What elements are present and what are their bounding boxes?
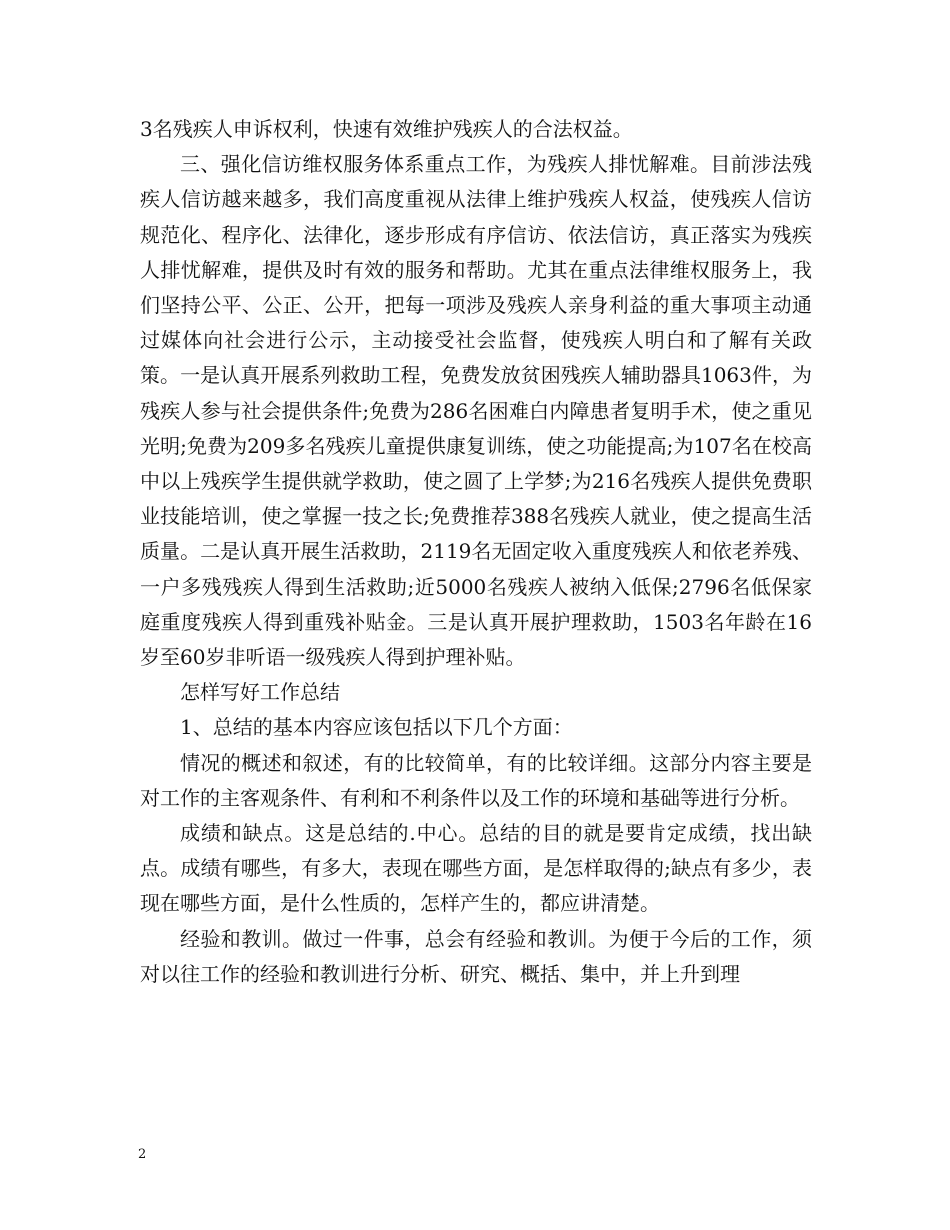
page-number: 2 (138, 1147, 147, 1162)
paragraph-6: 成绩和缺点。这是总结的.中心。总结的目的就是要肯定成绩，找出缺点。成绩有哪些，有多大，表现在哪些方面，是怎样取得的;缺点有多少，表现在哪些方面，是什么性质的，怎样产生的，都应讲清楚。 (140, 821, 812, 916)
section-heading: 怎样写好工作总结 (180, 680, 340, 705)
paragraph-1: 3名残疾人申诉权利，快速有效维护残疾人的合法权益。 (140, 117, 633, 141)
paragraph-4: 1、总结的基本内容应该包括以下几个方面： (180, 715, 573, 740)
paragraph-7: 经验和教训。做过一件事，总会有经验和教训。为便于今后的工作，须对以往工作的经验和教训进行分析、研究、概括、集中，并上升到理 (140, 926, 812, 986)
paragraph-2: 三、强化信访维权服务体系重点工作，为残疾人排忧解难。目前涉法残疾人信访越来越多，我们高度重视从法律上维护残疾人权益，使残疾人信访规范化、程序化、法律化，逐步形成有序信访、依法信访，真正落实为残疾人排忧解难，提供及时有效的服务和帮助。尤其在重点法律维权服务上，我们坚持公平、公正、公开，把每一项涉及残疾人亲身利益的重大事项主动通过媒体向社会进行公示，主动接受社会监督，使残疾人明白和了解有关政策。一是认真开展系列救助工程，免费发放贫困残疾人辅助器具1063件，为残疾人参与社会提供条件;免费为286名困难白内障患者复明手术，使之重见光明;免费为209多名残疾儿童提供康复训练，使之功能提高;为107名在校高中以上残疾学生提供就学救助，使之圆了上学梦;为216名残疾人提供免费职业技能培训，使之掌握一技之长;免费推荐388名残疾人就业，使之提高生活质量。二是认真开展生活救助，2119名无固定收入重度残疾人和依老养残、一户多残残疾人得到生活救助;近5000名残疾人被纳入低保;2796名低保家庭重度残疾人得到重残补贴金。三是认真开展护理救助，1503名年龄在16岁至60岁非听语一级残疾人得到护理补贴。 (140, 152, 812, 670)
document-body (140, 112, 812, 992)
paragraph-5: 情况的概述和叙述，有的比较简单，有的比较详细。这部分内容主要是对工作的主客观条件、有利和不利条件以及工作的环境和基础等进行分析。 (140, 750, 812, 810)
